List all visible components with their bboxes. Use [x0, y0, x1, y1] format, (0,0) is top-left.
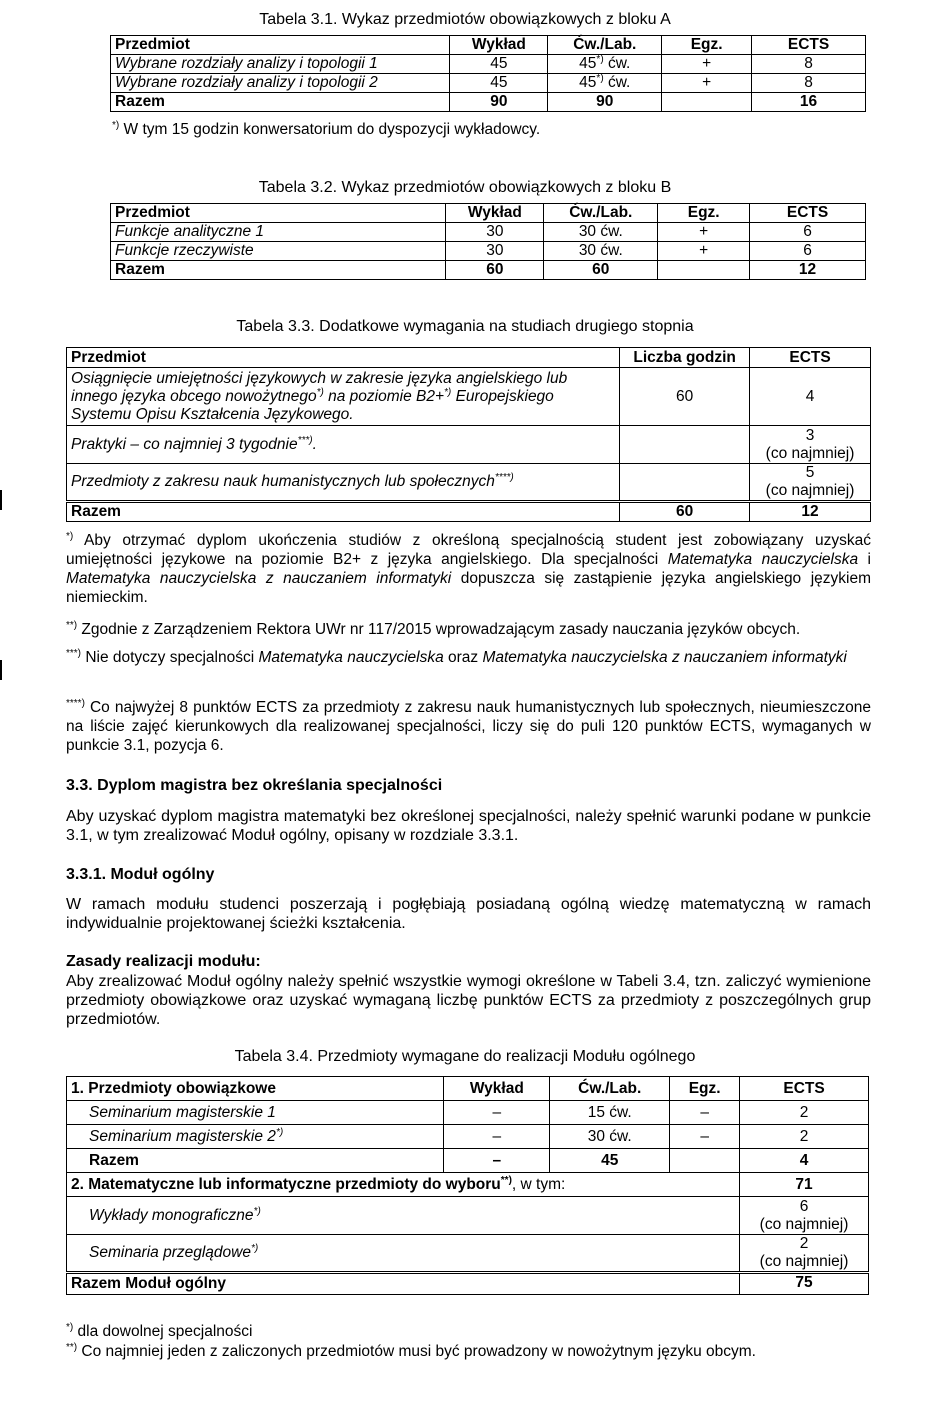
subject-name: Wybrane rozdziały analizy i topologii 2 [111, 74, 450, 93]
total-row [67, 502, 871, 522]
lecture-hours: – [444, 1101, 550, 1125]
total-ects: 75 [740, 1273, 869, 1295]
subject-name: Funkcje rzeczywiste [111, 242, 446, 261]
exercise-hours: 30 ćw. [544, 242, 658, 261]
table-header-row [111, 204, 866, 223]
ects-value: 2 [740, 1101, 869, 1125]
header-lecture: Wykład [444, 1077, 550, 1101]
hours-value [620, 426, 750, 464]
ects-value: 2 (co najmniej) [740, 1235, 869, 1273]
exam-mark: – [670, 1101, 740, 1125]
header-subject: Przedmiot [67, 348, 620, 368]
subject-name: Praktyki – co najmniej 3 tygodnie***). [67, 426, 620, 464]
header-hours: Liczba godzin [620, 348, 750, 368]
exercise-hours: 45*) ćw. [548, 74, 662, 93]
subtotal-row [67, 1149, 869, 1173]
subject-name: Wybrane rozdziały analizy i topologii 1 [111, 55, 450, 74]
table-header-row [111, 36, 866, 55]
subtotal-exam [670, 1149, 740, 1173]
total-exercises: 90 [548, 93, 662, 112]
subject-name: Seminarium magisterskie 1 [67, 1101, 444, 1125]
lecture-hours: 45 [450, 74, 548, 93]
table-row [67, 368, 871, 426]
subject-name: Seminarium magisterskie 2*) [67, 1125, 444, 1149]
rules-heading: Zasady realizacji modułu: [66, 953, 261, 970]
exam-mark: + [658, 242, 750, 261]
exercise-hours: 30 ćw. [544, 223, 658, 242]
table-header-row [67, 348, 871, 368]
total-row [111, 93, 866, 112]
table-row [67, 426, 871, 464]
ects-value: 8 [752, 55, 866, 74]
margin-mark [0, 660, 2, 680]
header-subject: Przedmiot [111, 204, 446, 223]
section-3-3-1-heading: 3.3.1. Moduł ogólny [66, 866, 215, 883]
header-exam: Egz. [670, 1077, 740, 1101]
table-row [111, 55, 866, 74]
total-exam [658, 261, 750, 280]
table-3-3-caption: Tabela 3.3. Dodatkowe wymagania na studiach drugiego stopnia [236, 318, 694, 335]
lecture-hours: – [444, 1125, 550, 1149]
exercise-hours: 45*) ćw. [548, 55, 662, 74]
subject-name: Osiągnięcie umiejętności językowych w zakresie języka angielskiego lub innego języka obcego nowożytnego*) na poziomie B2+*) Europejskiego Systemu Opisu Kształcenia Językowego. [67, 368, 620, 426]
ects-value: 6 [750, 223, 866, 242]
footnote-1: *) Aby otrzymać dyplom ukończenia studiów z określoną specjalnością student jest zobowiązany uzyskać umiejętności językowe na poziomie B2+ z języka angielskiego. Dla specjalności Matematyka nauczycielska i Matematyka nauczycielska z nauczaniem informatyki dopuszcza się zastąpienie języka angielskiego językiem niemieckim. [66, 530, 871, 606]
total-lecture: 60 [446, 261, 544, 280]
header-group-1: 1. Przedmioty obowiązkowe [67, 1077, 444, 1101]
header-lecture: Wykład [450, 36, 548, 55]
exam-mark: + [662, 74, 752, 93]
total-row [111, 261, 866, 280]
header-ects: ECTS [750, 348, 871, 368]
hours-value [620, 464, 750, 502]
exam-mark: + [662, 55, 752, 74]
total-label: Razem [111, 93, 450, 112]
total-exam [662, 93, 752, 112]
section-3-3-heading: 3.3. Dyplom magistra bez określania specjalności [66, 777, 443, 794]
table-3-4-footnote-2: **) Co najmniej jeden z zaliczonych przedmiotów musi być prowadzony w nowożytnym języku obcym. [66, 1341, 756, 1360]
subtotal-ects: 4 [740, 1149, 869, 1173]
subtotal-exercises: 45 [550, 1149, 670, 1173]
header-ects: ECTS [750, 204, 866, 223]
table-3-4 [66, 1076, 869, 1295]
table-row [67, 1197, 869, 1235]
ects-value: 2 [740, 1125, 869, 1149]
lecture-hours: 45 [450, 55, 548, 74]
subtotal-label: Razem [67, 1149, 444, 1173]
footnote-3: ***) Nie dotyczy specjalności Matematyka nauczycielska oraz Matematyka nauczycielska z nauczaniem informatyki [66, 647, 847, 666]
header-lecture: Wykład [446, 204, 544, 223]
total-label: Razem [67, 502, 620, 522]
total-exercises: 60 [544, 261, 658, 280]
ects-value: 4 [750, 368, 871, 426]
group-2-label: 2. Matematyczne lub informatyczne przedmioty do wyboru**), w tym: [67, 1173, 740, 1197]
total-ects: 16 [752, 93, 866, 112]
table-3-3 [66, 347, 871, 522]
table-3-1-caption: Tabela 3.1. Wykaz przedmiotów obowiązkowych z bloku A [259, 11, 671, 28]
table-row [111, 223, 866, 242]
ects-value: 6 (co najmniej) [740, 1197, 869, 1235]
subject-name: Funkcje analityczne 1 [111, 223, 446, 242]
ects-value: 3 (co najmniej) [750, 426, 871, 464]
total-row [67, 1273, 869, 1295]
table-3-1 [110, 35, 866, 112]
total-label: Razem [111, 261, 446, 280]
section-3-3-text: Aby uzyskać dyplom magistra matematyki bez określonej specjalności, należy spełnić warunki podane w punkcie 3.1, w tym zrealizować Moduł ogólny, opisany w rozdziale 3.3.1. [66, 808, 871, 844]
table-row [67, 464, 871, 502]
hours-value: 60 [620, 368, 750, 426]
lecture-hours: 30 [446, 223, 544, 242]
group-2-ects: 71 [740, 1173, 869, 1197]
subject-name: Przedmioty z zakresu nauk humanistycznych lub społecznych****) [67, 464, 620, 502]
header-exam: Egz. [662, 36, 752, 55]
header-exercises: Ćw./Lab. [550, 1077, 670, 1101]
total-lecture: 90 [450, 93, 548, 112]
rules-text: Aby zrealizować Moduł ogólny należy spełnić wszystkie wymogi określone w Tabeli 3.4, tzn. zaliczyć wymienione przedmioty obowiązkowe oraz uzyskać wymaganą liczbę punktów ECTS za przedmioty z poszczególnych grup przedmiotów. [66, 973, 871, 1028]
table-3-1-footnote: *) W tym 15 godzin konwersatorium do dyspozycji wykładowcy. [112, 119, 541, 138]
total-ects: 12 [750, 502, 871, 522]
table-row [67, 1125, 869, 1149]
table-row [111, 242, 866, 261]
footnote-2: **) Zgodnie z Zarządzeniem Rektora UWr nr 117/2015 wprowadzającym zasady nauczania języków obcych. [66, 619, 801, 638]
header-ects: ECTS [740, 1077, 869, 1101]
table-3-4-footnote-1: *) dla dowolnej specjalności [66, 1321, 253, 1340]
section-3-3-1-text: W ramach modułu studenci poszerzają i pogłębiają posiadaną ogólną wiedzę matematyczną w ramach indywidualnie projektowanej ścieżki kształcenia. [66, 896, 871, 932]
ects-value: 5 (co najmniej) [750, 464, 871, 502]
header-ects: ECTS [752, 36, 866, 55]
total-hours: 60 [620, 502, 750, 522]
total-label: Razem Moduł ogólny [67, 1273, 740, 1295]
group-2-row [67, 1173, 869, 1197]
table-header-row [67, 1077, 869, 1101]
subject-name: Seminaria przeglądowe*) [67, 1235, 740, 1273]
table-row [67, 1235, 869, 1273]
exercise-hours: 30 ćw. [550, 1125, 670, 1149]
table-3-4-caption: Tabela 3.4. Przedmioty wymagane do realizacji Modułu ogólnego [234, 1048, 696, 1065]
table-row [67, 1101, 869, 1125]
ects-value: 6 [750, 242, 866, 261]
subtotal-lecture: – [444, 1149, 550, 1173]
header-exercises: Ćw./Lab. [548, 36, 662, 55]
table-3-2-caption: Tabela 3.2. Wykaz przedmiotów obowiązkowych z bloku B [258, 179, 672, 196]
lecture-hours: 30 [446, 242, 544, 261]
header-exercises: Ćw./Lab. [544, 204, 658, 223]
exam-mark: – [670, 1125, 740, 1149]
subject-name: Wykłady monograficzne*) [67, 1197, 740, 1235]
header-subject: Przedmiot [111, 36, 450, 55]
total-ects: 12 [750, 261, 866, 280]
exam-mark: + [658, 223, 750, 242]
footnote-4: ****) Co najwyżej 8 punktów ECTS za przedmioty z zakresu nauk humanistycznych lub społecznych, nieumieszczone na liście zajęć kierunkowych dla realizowanej specjalności, liczy się do puli 120 punktów ECTS, wymaganych w punkcie 3.1, pozycja 6. [66, 697, 871, 754]
header-exam: Egz. [658, 204, 750, 223]
ects-value: 8 [752, 74, 866, 93]
table-3-2 [110, 203, 866, 280]
table-row [111, 74, 866, 93]
exercise-hours: 15 ćw. [550, 1101, 670, 1125]
margin-mark [0, 490, 2, 510]
